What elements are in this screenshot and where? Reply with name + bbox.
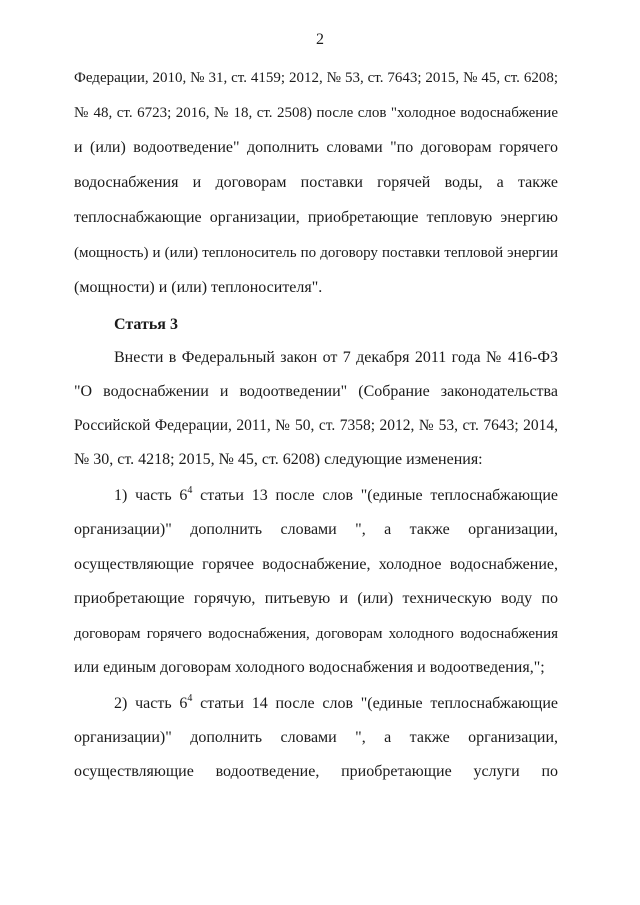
- article-heading: Статья 3: [114, 316, 178, 333]
- item-text: статьи 13 после слов "(единые теплоснабжающие: [192, 487, 558, 504]
- list-item-first-line: [114, 486, 558, 506]
- text-line: № 48, ст. 6723; 2016, № 18, ст. 2508) после слов "холодное водоснабжение: [74, 105, 558, 121]
- item-prefix: 2) часть 6: [114, 695, 188, 712]
- list-item-first-line: [114, 694, 558, 714]
- text-line: теплоснабжающие организации, приобретающие тепловую энергию: [74, 209, 558, 226]
- text-line: организации)" дополнить словами ", а также организации,: [74, 729, 558, 746]
- text-line: "О водоснабжении и водоотведении" (Собрание законодательства: [74, 383, 558, 400]
- text-line: и (или) водоотведение" дополнить словами "по договорам горячего: [74, 139, 558, 156]
- text-line: № 30, ст. 4218; 2015, № 45, ст. 6208) следующие изменения:: [74, 451, 483, 468]
- superscript: 4: [187, 692, 193, 704]
- text-line: осуществляющие водоотведение, приобретающие услуги по: [74, 763, 558, 780]
- text-line: Российской Федерации, 2011, № 50, ст. 7358; 2012, № 53, ст. 7643; 2014,: [74, 417, 558, 434]
- item-prefix: 1) часть 6: [114, 487, 188, 504]
- text-line: организации)" дополнить словами ", а также организации,: [74, 521, 558, 538]
- text-line: Федерации, 2010, № 31, ст. 4159; 2012, № 53, ст. 7643; 2015, № 45, ст. 6208;: [74, 70, 558, 86]
- page-number: 2: [316, 31, 324, 48]
- text-line: водоснабжения и договорам поставки горячей воды, а также: [74, 174, 558, 191]
- text-line: или единым договорам холодного водоснабжения и водоотведения,";: [74, 659, 545, 676]
- text-line: приобретающие горячую, питьевую и (или) техническую воду по: [74, 590, 558, 607]
- text-line: (мощность) и (или) теплоноситель по договору поставки тепловой энергии: [74, 245, 558, 261]
- item-text: статьи 14 после слов "(единые теплоснабжающие: [192, 695, 558, 712]
- text-line: договорам горячего водоснабжения, договорам холодного водоснабжения: [74, 626, 558, 642]
- text-line: Внести в Федеральный закон от 7 декабря 2011 года № 416-ФЗ: [114, 349, 558, 366]
- text-line: (мощности) и (или) теплоносителя".: [74, 279, 323, 296]
- superscript: 4: [187, 484, 193, 496]
- text-line: осуществляющие горячее водоснабжение, холодное водоснабжение,: [74, 556, 558, 573]
